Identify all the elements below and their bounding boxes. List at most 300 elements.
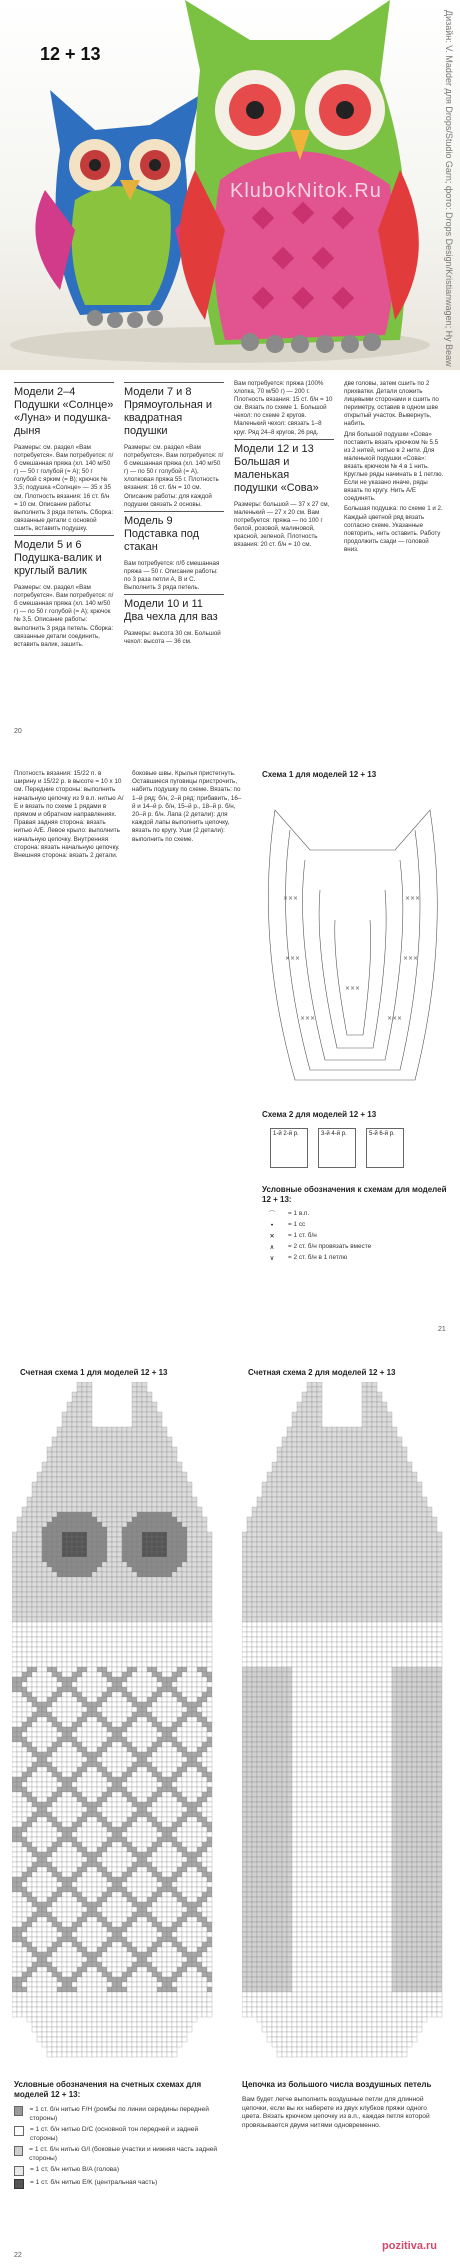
grid-cell xyxy=(97,1922,102,1927)
grid-cell xyxy=(37,1652,42,1657)
grid-cell xyxy=(92,1462,97,1467)
grid-cell xyxy=(132,1417,137,1422)
grid-cell xyxy=(62,1812,67,1817)
grid-cell xyxy=(187,1512,192,1517)
grid-cell xyxy=(152,1807,157,1812)
grid-cell xyxy=(52,1742,57,1747)
grid-cell xyxy=(152,1602,157,1607)
grid-cell xyxy=(147,2052,152,2057)
grid-cell xyxy=(107,1582,112,1587)
grid-cell xyxy=(87,1762,92,1767)
grid-cell xyxy=(182,1982,187,1987)
grid-cell xyxy=(167,1532,172,1537)
grid-cell xyxy=(67,1847,72,1852)
grid-cell xyxy=(197,1542,202,1547)
grid-cell xyxy=(122,1507,127,1512)
grid-cell xyxy=(167,1997,172,2002)
grid-cell xyxy=(127,1682,132,1687)
grid-cell xyxy=(167,1617,172,1622)
grid-cell xyxy=(182,1527,187,1532)
grid-cell xyxy=(187,1652,192,1657)
grid-cell xyxy=(87,1677,92,1682)
grid-cell xyxy=(182,1677,187,1682)
grid-cell xyxy=(107,1862,112,1867)
grid-cell xyxy=(137,2007,142,2012)
grid-cell xyxy=(27,1522,32,1527)
grid-cell xyxy=(52,1717,57,1722)
grid-cell xyxy=(192,2017,197,2022)
grid-cell xyxy=(67,1987,72,1992)
grid-cell xyxy=(137,2027,142,2032)
grid-cell xyxy=(157,1672,162,1677)
grid-cell xyxy=(22,1947,27,1952)
grid-cell xyxy=(77,1977,82,1982)
grid-cell xyxy=(172,1627,177,1632)
grid-cell xyxy=(82,1652,87,1657)
grid-cell xyxy=(152,1687,157,1692)
grid-cell xyxy=(162,1827,167,1832)
grid-cell xyxy=(187,1577,192,1582)
grid-cell xyxy=(182,1672,187,1677)
grid-cell xyxy=(57,1647,62,1652)
grid-cell xyxy=(122,1432,127,1437)
grid-cell xyxy=(57,1437,62,1442)
grid-cell xyxy=(207,2012,212,2017)
grid-cell xyxy=(202,1557,207,1562)
grid-cell xyxy=(117,1527,122,1532)
grid-cell xyxy=(67,1627,72,1632)
grid-cell xyxy=(87,1917,92,1922)
grid-cell xyxy=(112,1917,117,1922)
grid-cell xyxy=(72,1992,77,1997)
grid-cell xyxy=(127,1957,132,1962)
grid-cell xyxy=(117,1557,122,1562)
grid-cell xyxy=(32,1632,37,1637)
grid-cell xyxy=(177,1632,182,1637)
grid-cell xyxy=(197,1867,202,1872)
grid-cell xyxy=(37,1817,42,1822)
grid-cell xyxy=(102,1777,107,1782)
grid-cell xyxy=(157,1862,162,1867)
grid-cell xyxy=(157,1517,162,1522)
grid-cell xyxy=(92,1622,97,1627)
grid-cell xyxy=(172,1577,177,1582)
grid-cell xyxy=(132,1882,137,1887)
grid-cell xyxy=(182,1547,187,1552)
page-21 xyxy=(0,760,460,1340)
grid-cell xyxy=(67,1767,72,1772)
grid-cell xyxy=(37,2037,42,2042)
grid-cell xyxy=(147,1512,152,1517)
grid-cell xyxy=(167,1787,172,1792)
grid-cell xyxy=(72,1792,77,1797)
grid-cell xyxy=(37,1682,42,1687)
grid-cell xyxy=(57,1512,62,1517)
grid-cell xyxy=(147,1872,152,1877)
grid-cell xyxy=(37,1642,42,1647)
grid-cell xyxy=(117,1917,122,1922)
grid-cell xyxy=(192,1902,197,1907)
grid-cell xyxy=(117,1907,122,1912)
grid-cell xyxy=(182,1932,187,1937)
grid-cell xyxy=(152,1892,157,1897)
grid-cell xyxy=(167,1602,172,1607)
grid-cell xyxy=(167,1907,172,1912)
grid-cell xyxy=(177,1472,182,1477)
grid-cell xyxy=(147,1527,152,1532)
grid-cell xyxy=(12,1732,17,1737)
grid-cell xyxy=(17,1622,22,1627)
grid-cell xyxy=(122,1862,127,1867)
grid-cell xyxy=(172,1932,177,1937)
grid-cell xyxy=(192,2007,197,2012)
grid-cell xyxy=(112,2037,117,2042)
grid-cell xyxy=(157,1422,162,1427)
grid-cell xyxy=(62,1907,67,1912)
grid-cell xyxy=(177,1822,182,1827)
grid-cell xyxy=(107,1717,112,1722)
grid-cell xyxy=(32,1577,37,1582)
grid-cell xyxy=(162,1562,167,1567)
grid-cell xyxy=(32,2012,37,2017)
grid-cell xyxy=(182,1757,187,1762)
grid-cell xyxy=(42,1467,47,1472)
grid-cell xyxy=(27,1677,32,1682)
grid-cell xyxy=(207,1957,212,1962)
grid-cell xyxy=(27,1892,32,1897)
grid-cell xyxy=(172,1677,177,1682)
grid-cell xyxy=(157,1552,162,1557)
grid-cell xyxy=(207,1747,212,1752)
section-text: Вам потребуется: пряжа (100% хлопка, 70 м/50 г) — 200 г. Плотность вязания: 15 ст. б/н = 10 см. Вязать по схеме 1. Большой чехол: по схеме 2 кругов. Маленький чехол: связать 1–8 круг. Ряд 24–8 кругов, 26 ряд. xyxy=(234,380,333,436)
grid-cell xyxy=(107,1437,112,1442)
grid-cell xyxy=(187,1487,192,1492)
grid-cell xyxy=(142,1392,147,1397)
grid-cell xyxy=(157,1997,162,2002)
grid-cell xyxy=(37,1502,42,1507)
grid-cell xyxy=(137,1552,142,1557)
grid-cell xyxy=(127,1632,132,1637)
grid-cell xyxy=(67,1467,72,1472)
grid-cell xyxy=(32,1937,37,1942)
grid-cell xyxy=(167,1632,172,1637)
grid-cell xyxy=(57,1472,62,1477)
grid-cell xyxy=(52,1787,57,1792)
grid-cell xyxy=(57,1622,62,1627)
grid-cell xyxy=(187,1622,192,1627)
grid-cell xyxy=(47,1512,52,1517)
grid-cell xyxy=(67,1992,72,1997)
grid-cell xyxy=(202,1947,207,1952)
grid-cell xyxy=(37,1747,42,1752)
grid-cell xyxy=(187,1967,192,1972)
grid-cell xyxy=(137,2037,142,2042)
grid-cell xyxy=(32,1842,37,1847)
grid-cell xyxy=(207,2002,212,2007)
grid-cell xyxy=(147,1782,152,1787)
grid-cell xyxy=(92,2037,97,2042)
grid-cell xyxy=(127,1647,132,1652)
grid-cell xyxy=(17,1597,22,1602)
grid-cell xyxy=(17,1762,22,1767)
grid-cell xyxy=(62,1747,67,1752)
grid-cell xyxy=(112,1732,117,1737)
grid-cell xyxy=(172,1977,177,1982)
grid-cell xyxy=(177,1772,182,1777)
grid-cell xyxy=(147,1772,152,1777)
grid-cell xyxy=(92,1522,97,1527)
grid-cell xyxy=(47,1472,52,1477)
grid-cell xyxy=(177,1662,182,1667)
grid-cell xyxy=(107,1502,112,1507)
grid-cell xyxy=(177,1827,182,1832)
grid-cell xyxy=(127,1492,132,1497)
grid-cell xyxy=(177,1997,182,2002)
grid-cell xyxy=(167,1922,172,1927)
grid-cell xyxy=(32,1567,37,1572)
grid-cell xyxy=(142,1877,147,1882)
grid-cell xyxy=(47,1792,52,1797)
grid-cell xyxy=(152,1597,157,1602)
grid-cell xyxy=(132,1477,137,1482)
grid-cell xyxy=(32,1497,37,1502)
grid-cell xyxy=(127,1887,132,1892)
grid-cell xyxy=(87,1622,92,1627)
grid-cell xyxy=(117,1892,122,1897)
grid-cell xyxy=(52,1487,57,1492)
grid-cell xyxy=(137,1962,142,1967)
grid-cell xyxy=(172,1532,177,1537)
grid-cell xyxy=(137,1762,142,1767)
grid-cell xyxy=(132,1952,137,1957)
grid-cell xyxy=(127,1442,132,1447)
grid-cell xyxy=(142,1707,147,1712)
grid-cell xyxy=(62,1887,67,1892)
grid-cell xyxy=(37,1812,42,1817)
grid-cell xyxy=(27,1837,32,1842)
grid-cell xyxy=(107,1832,112,1837)
grid-cell xyxy=(62,1557,67,1562)
grid-cell xyxy=(17,1717,22,1722)
grid-cell xyxy=(122,1552,127,1557)
grid-cell xyxy=(207,1872,212,1877)
grid-cell xyxy=(107,1602,112,1607)
grid-cell xyxy=(162,2037,167,2042)
grid-cell xyxy=(72,1522,77,1527)
grid-cell xyxy=(162,1847,167,1852)
grid-cell xyxy=(147,1997,152,2002)
grid-cell xyxy=(92,1717,97,1722)
grid-cell xyxy=(87,1652,92,1657)
grid-cell xyxy=(37,1947,42,1952)
grid-cell xyxy=(122,1987,127,1992)
grid-cell xyxy=(62,1792,67,1797)
grid-cell xyxy=(137,1922,142,1927)
grid-cell xyxy=(137,1942,142,1947)
grid-cell xyxy=(172,1602,177,1607)
grid-cell xyxy=(112,1477,117,1482)
grid-cell xyxy=(82,1687,87,1692)
grid-cell xyxy=(172,1837,177,1842)
grid-cell xyxy=(12,1987,17,1992)
grid-cell xyxy=(157,1842,162,1847)
grid-cell xyxy=(127,1602,132,1607)
grid-cell xyxy=(92,1887,97,1892)
grid-cell xyxy=(202,2012,207,2017)
grid-cell xyxy=(127,1722,132,1727)
grid-cell xyxy=(77,1757,82,1762)
grid-cell xyxy=(72,1887,77,1892)
grid-cell xyxy=(132,1737,137,1742)
grid-cell xyxy=(172,1767,177,1772)
grid-cell xyxy=(372,1392,377,1397)
grid-cell xyxy=(167,1937,172,1942)
grid-cell xyxy=(192,1897,197,1902)
grid-cell xyxy=(42,1742,47,1747)
grid-cell xyxy=(77,1392,82,1397)
grid-cell xyxy=(187,1847,192,1852)
grid-cell xyxy=(17,1857,22,1862)
grid-cell xyxy=(67,1522,72,1527)
grid-cell xyxy=(97,1937,102,1942)
grid-cell xyxy=(127,1697,132,1702)
grid-cell xyxy=(312,1402,317,1407)
grid-cell xyxy=(137,2017,142,2022)
grid-cell xyxy=(102,1512,107,1517)
grid-cell xyxy=(27,1757,32,1762)
grid-cell xyxy=(147,1612,152,1617)
grid-cell xyxy=(67,1877,72,1882)
grid-cell xyxy=(47,1992,52,1997)
grid-cell xyxy=(67,2007,72,2012)
grid-cell xyxy=(192,1982,197,1987)
grid-cell xyxy=(207,1712,212,1717)
grid-cell xyxy=(72,1782,77,1787)
grid-cell xyxy=(37,1737,42,1742)
grid-cell xyxy=(102,2042,107,2047)
grid-cell xyxy=(157,1472,162,1477)
grid-cell xyxy=(107,1497,112,1502)
grid-cell xyxy=(67,1997,72,2002)
grid-cell xyxy=(42,2017,47,2022)
grid-cell xyxy=(132,1862,137,1867)
grid-cell xyxy=(197,1727,202,1732)
grid-cell xyxy=(167,1942,172,1947)
grid-cell xyxy=(22,1802,27,1807)
grid-cell xyxy=(202,1662,207,1667)
grid-cell xyxy=(202,1912,207,1917)
grid-cell xyxy=(52,1567,57,1572)
grid-cell xyxy=(162,1712,167,1717)
grid-cell xyxy=(182,1772,187,1777)
grid-cell xyxy=(197,1837,202,1842)
grid-cell xyxy=(142,1892,147,1897)
grid-cell xyxy=(177,1642,182,1647)
grid-cell xyxy=(132,1397,137,1402)
grid-cell xyxy=(42,1807,47,1812)
grid-cell xyxy=(77,1727,82,1732)
grid-cell xyxy=(172,1772,177,1777)
grid-cell xyxy=(142,1937,147,1942)
grid-cell xyxy=(112,1567,117,1572)
grid-cell xyxy=(97,2027,102,2032)
grid-cell xyxy=(137,1457,142,1462)
grid-cell xyxy=(82,1787,87,1792)
grid-cell xyxy=(107,1992,112,1997)
grid-cell xyxy=(52,1877,57,1882)
grid-cell xyxy=(132,1617,137,1622)
grid-cell xyxy=(202,1582,207,1587)
grid-cell xyxy=(192,1917,197,1922)
grid-cell xyxy=(87,1822,92,1827)
grid-cell xyxy=(97,1592,102,1597)
grid-cell xyxy=(177,1867,182,1872)
grid-cell xyxy=(87,1432,92,1437)
grid-cell xyxy=(62,1697,67,1702)
grid-cell xyxy=(197,1642,202,1647)
grid-cell xyxy=(127,1547,132,1552)
grid-cell xyxy=(157,1787,162,1792)
grid-cell xyxy=(207,1722,212,1727)
grid-cell xyxy=(47,1982,52,1987)
grid-cell xyxy=(112,2002,117,2007)
grid-cell xyxy=(207,1967,212,1972)
grid-cell xyxy=(122,1512,127,1517)
grid-cell xyxy=(132,1972,137,1977)
grid-cell xyxy=(67,1507,72,1512)
grid-cell xyxy=(117,1927,122,1932)
grid-cell xyxy=(152,1682,157,1687)
grid-cell xyxy=(137,1712,142,1717)
grid-cell xyxy=(72,1567,77,1572)
grid-cell xyxy=(162,1492,167,1497)
grid-cell xyxy=(202,1712,207,1717)
grid-cell xyxy=(87,1642,92,1647)
grid-cell xyxy=(17,1687,22,1692)
grid-cell xyxy=(197,1847,202,1852)
grid-cell xyxy=(127,1567,132,1572)
grid-cell xyxy=(62,1827,67,1832)
grid-cell xyxy=(122,1822,127,1827)
grid-cell xyxy=(102,1497,107,1502)
grid-cell xyxy=(162,1662,167,1667)
grid-cell xyxy=(137,1972,142,1977)
grid-cell xyxy=(42,1777,47,1782)
grid-cell xyxy=(312,1382,317,1387)
grid-cell xyxy=(57,1992,62,1997)
grid-cell xyxy=(92,2032,97,2037)
grid-cell xyxy=(37,1677,42,1682)
grid-cell xyxy=(132,1827,137,1832)
grid-cell xyxy=(107,1727,112,1732)
grid-cell xyxy=(87,1387,92,1392)
grid-cell xyxy=(117,1727,122,1732)
grid-cell xyxy=(142,1487,147,1492)
grid-cell xyxy=(372,1387,377,1392)
grid-cell xyxy=(132,1867,137,1872)
grid-cell xyxy=(52,1957,57,1962)
grid-cell xyxy=(92,1862,97,1867)
grid-cell xyxy=(82,1542,87,1547)
grid-cell xyxy=(102,1697,107,1702)
grid-cell xyxy=(17,1802,22,1807)
grid-cell xyxy=(197,1907,202,1912)
grid-cell xyxy=(17,1792,22,1797)
grid-cell xyxy=(37,1752,42,1757)
grid-cell xyxy=(192,1632,197,1637)
grid-cell xyxy=(187,2017,192,2022)
grid-cell xyxy=(102,1457,107,1462)
